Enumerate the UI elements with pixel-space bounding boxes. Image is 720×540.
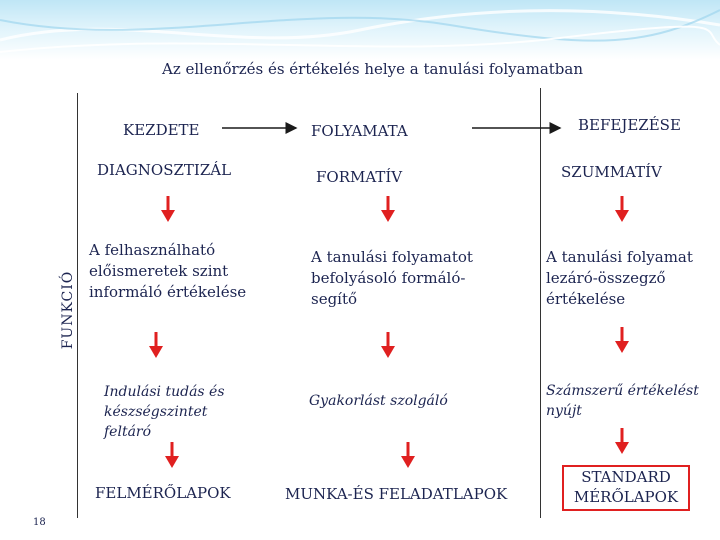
tool-formative: MUNKA-ÉS FELADATLAPOK <box>285 485 508 503</box>
tool-diagnostic: FELMÉRŐLAPOK <box>95 484 231 502</box>
function-summative: A tanulási folyamat lezáró-összegző értékelése <box>546 248 693 308</box>
red-down-arrow-c2-r2 <box>381 332 395 358</box>
type-formative: FORMATÍV <box>316 168 403 186</box>
type-diagnostic: DIAGNOSZTIZÁL <box>97 161 232 179</box>
red-down-arrow-c3-r3 <box>615 428 629 454</box>
purpose-summative: Számszerű értékelést nyújt <box>546 383 699 419</box>
purpose-formative: Gyakorlást szolgáló <box>309 393 448 409</box>
red-down-arrow-c1-r3 <box>165 442 179 468</box>
red-down-arrow-c1-r2 <box>149 332 163 358</box>
page-number: 18 <box>33 517 46 528</box>
header-end: BEFEJEZÉSE <box>578 116 681 134</box>
red-down-arrow-c3-r1 <box>615 196 629 222</box>
function-formative: A tanulási folyamatot befolyásoló formáló-segítő <box>311 248 473 308</box>
type-summative: SZUMMATÍV <box>561 163 662 181</box>
tool-summative: STANDARD MÉRŐLAPOK <box>573 468 679 506</box>
page-title: Az ellenőrzés és értékelés helye a tanulási folyamatban <box>161 60 584 78</box>
header-during: FOLYAMATA <box>311 122 408 140</box>
red-down-arrow-c3-r2 <box>615 327 629 353</box>
purpose-diagnostic: Indulási tudás és készségszintet feltáró <box>104 384 225 440</box>
header-start: KEZDETE <box>123 121 200 139</box>
function-diagnostic: A felhasználható előismeretek szint informáló értékelése <box>89 241 247 301</box>
red-down-arrow-c1-r1 <box>161 196 175 222</box>
red-down-arrow-c2-r1 <box>381 196 395 222</box>
red-down-arrow-c2-r3 <box>401 442 415 468</box>
side-label-function: FUNKCIÓ <box>60 270 76 350</box>
